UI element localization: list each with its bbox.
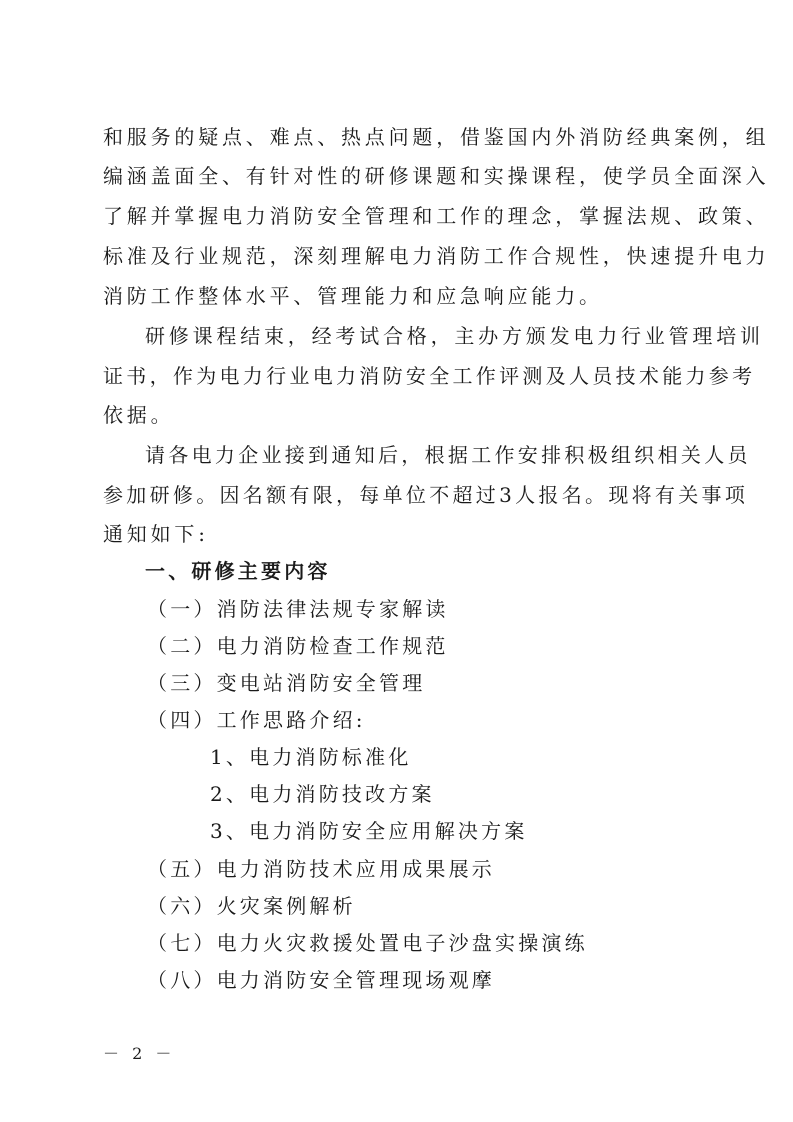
list-item: （六）火灾案例解析	[147, 894, 356, 918]
list-item: （八）电力消防安全管理现场观摩	[147, 968, 495, 992]
sub-list-item: 1、电力消防标准化	[210, 745, 412, 769]
section-heading: 一、研修主要内容	[145, 559, 331, 583]
list-item: （二）电力消防检查工作规范	[147, 634, 449, 658]
list-item: （一）消防法律法规专家解读	[147, 597, 449, 621]
list-item: （五）电力消防技术应用成果展示	[147, 857, 495, 881]
list-item: （七）电力火灾救援处置电子沙盘实操演练	[147, 931, 588, 955]
sub-list-item: 3、电力消防安全应用解决方案	[210, 819, 528, 843]
paragraph-line: 研修课程结束，经考试合格，主办方颁发电力行业管理培训	[145, 324, 764, 348]
paragraph-line: 通知如下:	[103, 522, 209, 546]
list-item: （四）工作思路介绍:	[147, 708, 366, 732]
paragraph-line: 了解并掌握电力消防安全管理和工作的理念，掌握法规、政策、	[103, 204, 770, 228]
paragraph-line: 消防工作整体水平、管理能力和应急响应能力。	[103, 284, 603, 308]
paragraph-line: 证书，作为电力行业电力消防安全工作评测及人员技术能力参考	[103, 364, 756, 388]
paragraph-line: 依据。	[103, 403, 175, 427]
paragraph-line: 参加研修。因名额有限，每单位不超过3人报名。现将有关事项	[103, 483, 749, 507]
page-number: － 2 －	[103, 1044, 176, 1063]
sub-list-item: 2、电力消防技改方案	[210, 782, 435, 806]
paragraph-line: 标准及行业规范，深刻理解电力消防工作合规性，快速提升电力	[103, 244, 770, 268]
list-item: （三）变电站消防安全管理	[147, 671, 426, 695]
paragraph-line: 编涵盖面全、有针对性的研修课题和实操课程，使学员全面深入	[103, 164, 770, 188]
paragraph-line: 请各电力企业接到通知后，根据工作安排积极组织相关人员	[145, 443, 751, 467]
paragraph-line: 和服务的疑点、难点、热点问题，借鉴国内外消防经典案例，组	[103, 125, 770, 149]
